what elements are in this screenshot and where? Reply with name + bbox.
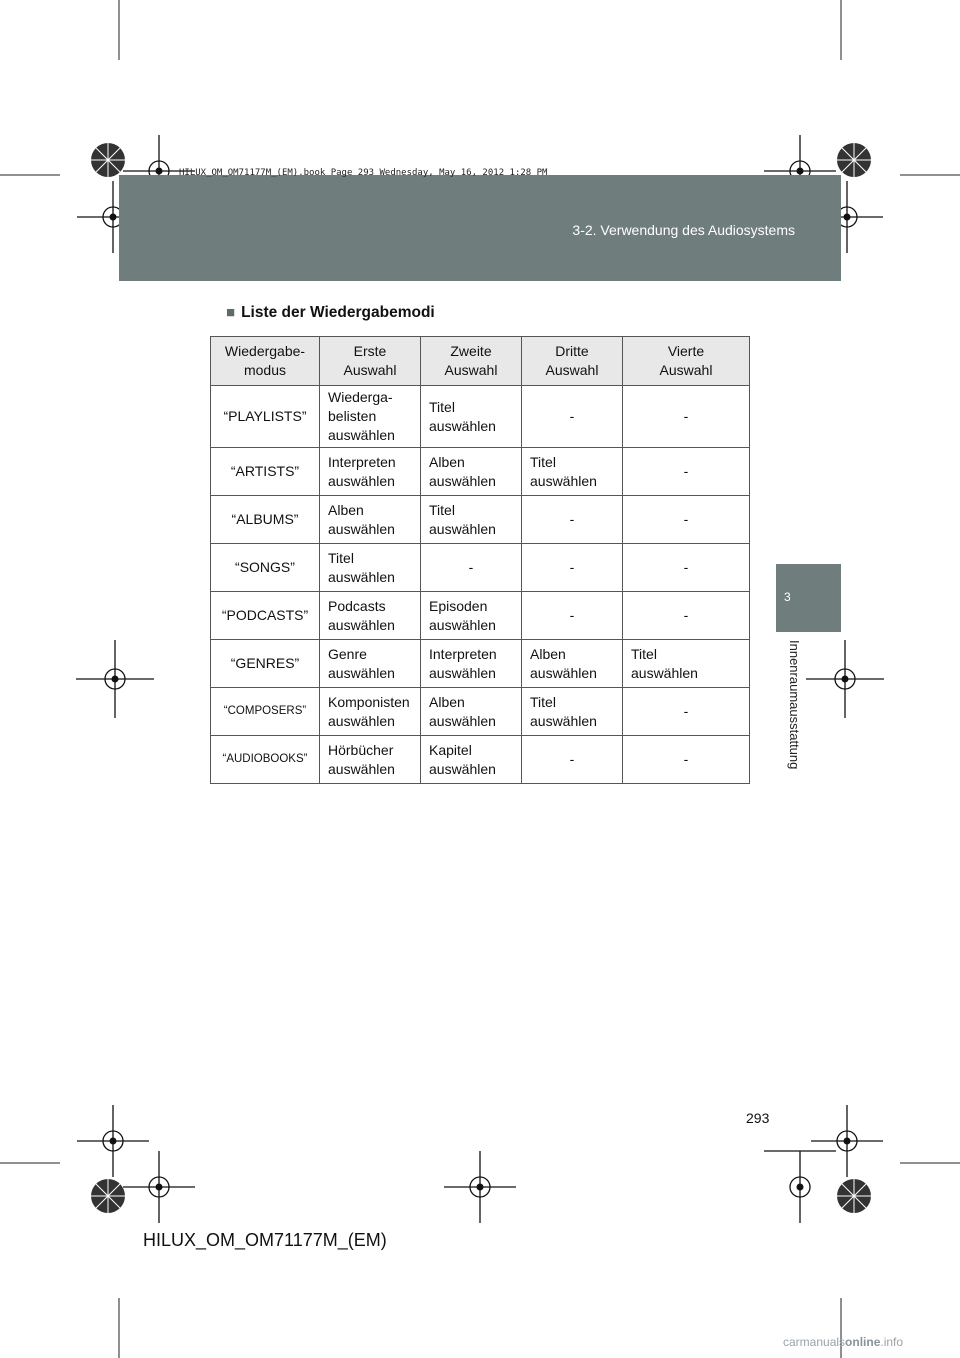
table-row xyxy=(211,688,750,736)
table-row xyxy=(211,448,750,496)
table-header-row xyxy=(211,337,750,386)
selection-cell: - xyxy=(623,386,750,448)
watermark-suffix: .info xyxy=(880,1335,904,1349)
selection-cell: Podcasts auswählen xyxy=(320,592,421,640)
page-number: 293 xyxy=(746,1110,770,1126)
selection-cell: Titel auswählen xyxy=(320,544,421,592)
selection-cell: - xyxy=(623,544,750,592)
selection-cell: - xyxy=(623,592,750,640)
header-cell: Dritte Auswahl xyxy=(522,337,623,386)
selection-cell: - xyxy=(421,544,522,592)
selection-cell: Titel auswählen xyxy=(522,448,623,496)
watermark-bold: online xyxy=(845,1335,881,1349)
table-row xyxy=(211,544,750,592)
selection-cell: Episoden auswählen xyxy=(421,592,522,640)
chapter-title: 3-2. Verwendung des Audiosystems xyxy=(572,222,795,238)
selection-cell: - xyxy=(522,544,623,592)
chapter-side-label xyxy=(780,640,804,840)
selection-cell: - xyxy=(522,386,623,448)
selection-cell: Interpreten auswählen xyxy=(320,448,421,496)
selection-cell: Interpreten auswählen xyxy=(421,640,522,688)
selection-cell: Alben auswählen xyxy=(421,688,522,736)
table-row xyxy=(211,386,750,448)
header-cell: Vierte Auswahl xyxy=(623,337,750,386)
square-bullet-icon: ■ xyxy=(226,304,236,321)
chapter-side-label-text: Innenraumausstattung xyxy=(787,640,802,770)
footer-code: HILUX_OM_OM71177M_(EM) xyxy=(143,1230,387,1250)
table-row xyxy=(211,496,750,544)
header-cell: Wiedergabe- modus xyxy=(211,337,320,386)
selection-cell: - xyxy=(522,496,623,544)
watermark xyxy=(783,1335,903,1349)
selection-cell: Kapitel auswählen xyxy=(421,736,522,784)
mode-cell: “PLAYLISTS” xyxy=(211,386,320,448)
selection-cell: Hörbücher auswählen xyxy=(320,736,421,784)
header-cell: Zweite Auswahl xyxy=(421,337,522,386)
mode-cell: “SONGS” xyxy=(211,544,320,592)
mode-cell: “GENRES” xyxy=(211,640,320,688)
mode-cell: “PODCASTS” xyxy=(211,592,320,640)
selection-cell: - xyxy=(623,736,750,784)
selection-cell: Alben auswählen xyxy=(421,448,522,496)
watermark-prefix: carmanuals xyxy=(783,1335,846,1349)
table-row xyxy=(211,640,750,688)
selection-cell: Genre auswählen xyxy=(320,640,421,688)
book-info-line: HILUX_OM_OM71177M_(EM).book Page 293 Wednesday, May 16, 2012 1:28 PM xyxy=(179,168,548,178)
table-row xyxy=(211,592,750,640)
selection-cell: - xyxy=(623,688,750,736)
mode-cell: “ALBUMS” xyxy=(211,496,320,544)
playback-modes-table xyxy=(210,336,750,784)
section-heading xyxy=(226,304,435,322)
selection-cell: Titel auswählen xyxy=(623,640,750,688)
selection-cell: - xyxy=(623,448,750,496)
selection-cell: Alben auswählen xyxy=(320,496,421,544)
selection-cell: Titel auswählen xyxy=(421,496,522,544)
table-row xyxy=(211,736,750,784)
selection-cell: - xyxy=(623,496,750,544)
selection-cell: - xyxy=(522,592,623,640)
mode-cell: “COMPOSERS” xyxy=(211,688,320,736)
selection-cell: Titel auswählen xyxy=(421,386,522,448)
selection-cell: Wiederga- belisten auswählen xyxy=(320,386,421,448)
selection-cell: - xyxy=(522,736,623,784)
chapter-number: 3 xyxy=(784,590,791,604)
selection-cell: Alben auswählen xyxy=(522,640,623,688)
table-body xyxy=(211,386,750,784)
header-cell: Erste Auswahl xyxy=(320,337,421,386)
mode-cell: “AUDIOBOOKS” xyxy=(211,736,320,784)
selection-cell: Titel auswählen xyxy=(522,688,623,736)
section-title: Liste der Wiedergabemodi xyxy=(241,304,435,321)
mode-cell: “ARTISTS” xyxy=(211,448,320,496)
selection-cell: Komponisten auswählen xyxy=(320,688,421,736)
